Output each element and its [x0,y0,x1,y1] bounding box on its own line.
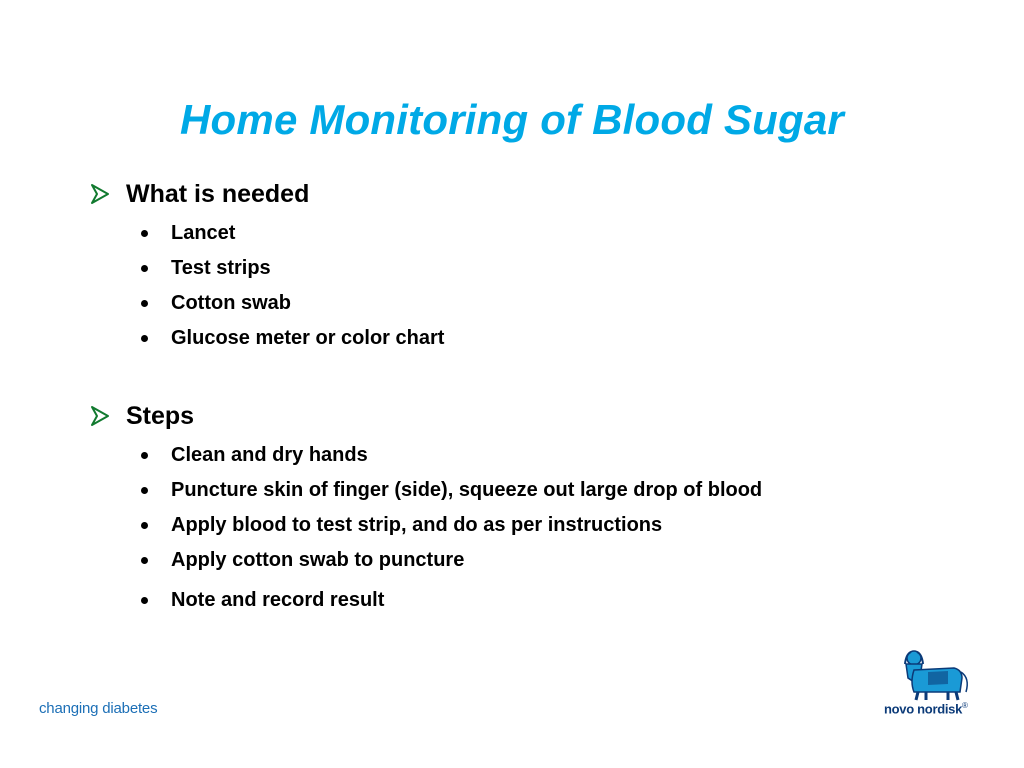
footer-tagline: changing diabetes [39,700,158,717]
list-item-label: Cotton swab [171,292,291,314]
list-item-label: Clean and dry hands [171,444,368,466]
list-item [88,508,762,543]
registered-mark: ® [962,701,968,710]
list-item-label: Puncture skin of finger (side), squeeze out large drop of blood [171,479,763,501]
list-item-label: Glucose meter or color chart [171,327,445,349]
list-item [88,216,444,251]
list-item-label: Note and record result [171,588,385,611]
arrowhead-bullet-icon [88,181,114,207]
list-item [88,286,444,321]
list-item [88,321,444,356]
round-dot-bullet-icon [141,522,148,529]
list-item [88,473,762,508]
list-item [88,543,762,578]
section-heading-row [88,178,444,210]
list-item-label: Test strips [171,257,271,279]
list-item [88,438,762,473]
round-dot-bullet-icon [141,597,148,604]
section-what-is-needed [88,178,444,356]
list-item-label: Apply blood to test strip, and do as per instructions [171,514,663,536]
list-item-label: Apply cotton swab to puncture [171,549,465,571]
arrowhead-bullet-icon [88,403,114,429]
round-dot-bullet-icon [141,265,148,272]
section-heading-row [88,400,762,432]
brand-logo-text [884,701,968,716]
list-item [88,578,762,622]
brand-name: novo nordisk [884,701,963,717]
round-dot-bullet-icon [141,300,148,307]
slide-title: Home Monitoring of Blood Sugar [180,96,844,143]
section-heading: Steps [126,401,195,430]
bullet-list [88,216,444,356]
round-dot-bullet-icon [141,230,148,237]
list-item-label: Lancet [171,222,236,244]
round-dot-bullet-icon [141,487,148,494]
bullet-list [88,438,762,622]
round-dot-bullet-icon [141,335,148,342]
section-heading: What is needed [126,179,310,208]
round-dot-bullet-icon [141,557,148,564]
round-dot-bullet-icon [141,452,148,459]
list-item [88,251,444,286]
section-steps [88,400,762,622]
